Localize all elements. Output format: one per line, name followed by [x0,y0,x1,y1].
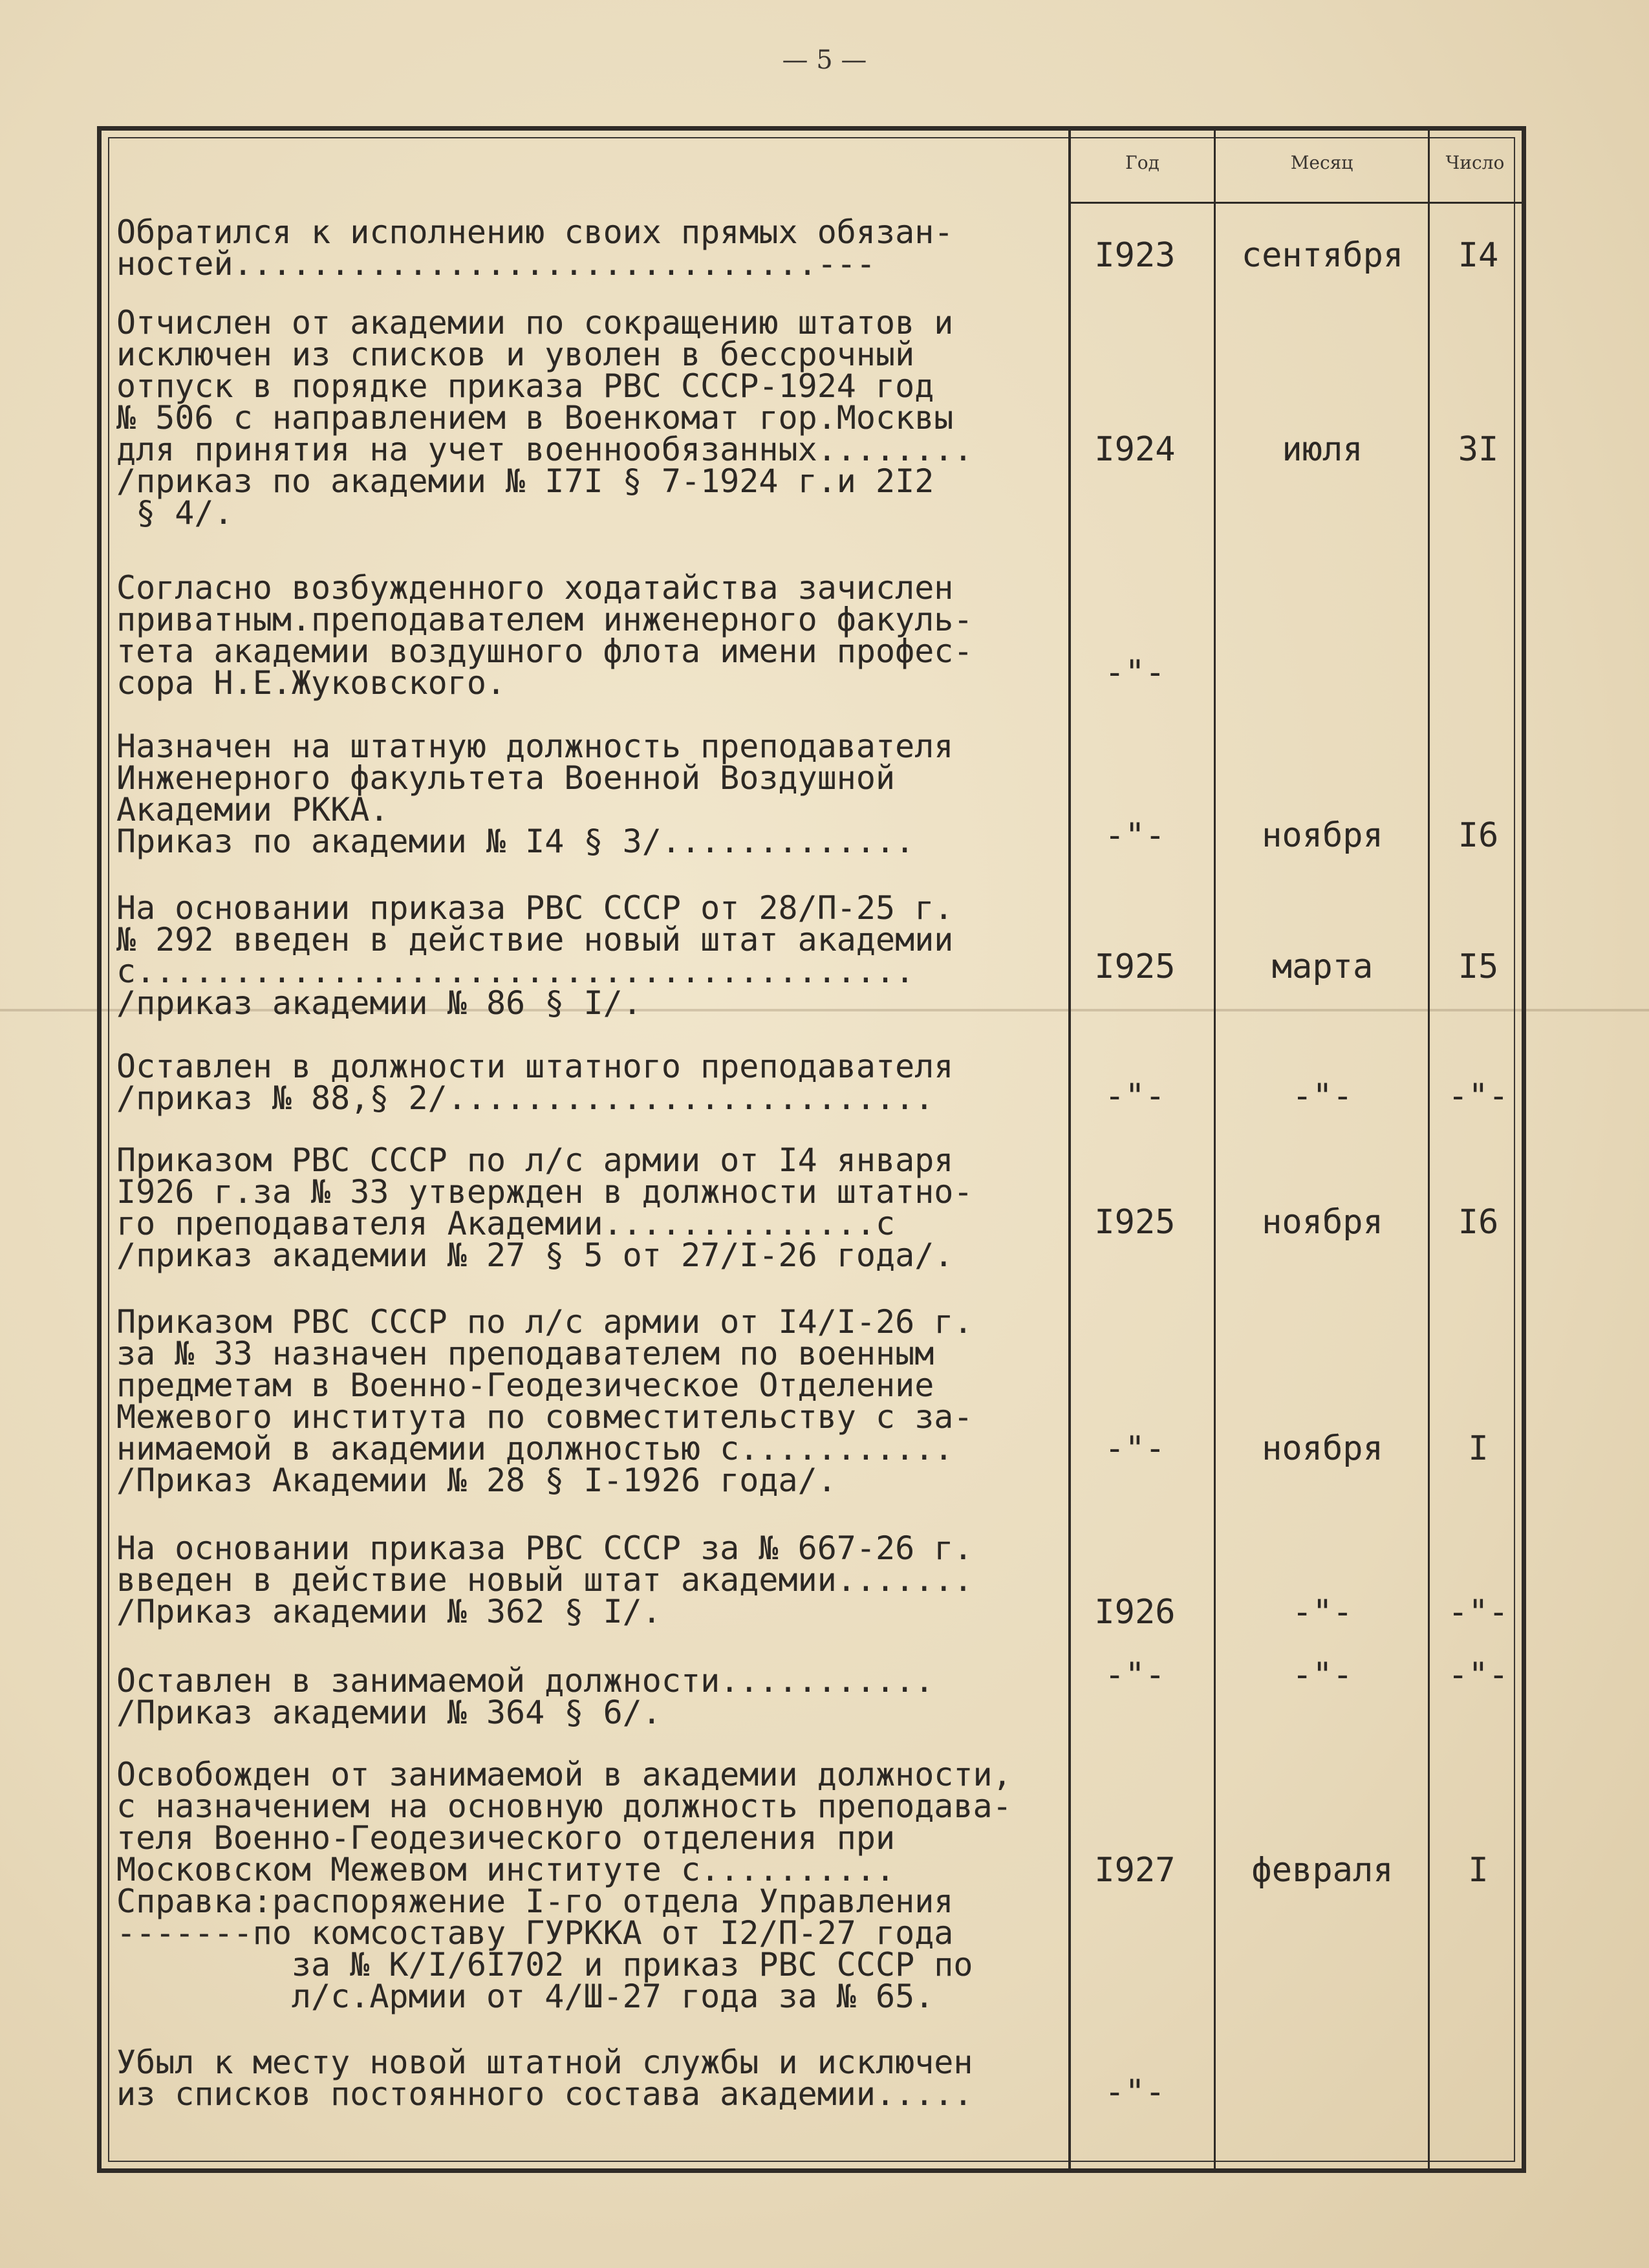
entry-day: -"- [1448,1656,1509,1694]
header-underline [1070,202,1526,204]
entry-day: 3I [1458,430,1499,469]
entry-month: -"- [1292,1077,1353,1116]
entry-year: -"- [1105,816,1165,855]
entry-text: На основании приказа РВС СССР за № 667-26 г. введен в действие новый штат академии....... /Приказ академии № 362 § I/. [116,1529,973,1630]
entry-year: -"- [1105,1429,1165,1468]
entry-text: Приказом РВС СССР по л/с армии от I4 января I926 г.за № 33 утвержден в должности штатно- го преподавателя Академии..............с /приказ академии № 27 § 5 от 27/I-26 года/. [116,1141,973,1274]
entry-text: Приказом РВС СССР по л/с армии от I4/I-26 г. за № 33 назначен преподавателем по военным предметам в Военно-Геодезическое Отделение Межевого института по совместительству с за- нимаемой в академии должностью с........... /Приказ Академии № 28 § I-1926 года/. [116,1303,973,1499]
entry-day: I [1468,1851,1489,1890]
entry-year: -"- [1105,653,1165,692]
entry-month: сентября [1241,236,1404,275]
entry-month: февраля [1251,1851,1394,1890]
entry-text: Согласно возбужденного ходатайства зачислен приватным.преподавателем инженерного факуль- тета академии воздушного флота имени профес- сора Н.Е.Жуковского. [116,569,973,702]
entry-year: I926 [1094,1593,1176,1632]
entry-year: I924 [1094,430,1176,469]
entry-day: I [1468,1429,1489,1468]
entry-day: I4 [1458,236,1499,275]
entry-day: I6 [1458,1203,1499,1242]
entry-year: -"- [1105,1077,1165,1116]
entry-day: -"- [1448,1593,1509,1632]
entry-month: марта [1271,947,1374,986]
entry-text: Назначен на штатную должность преподавателя Инженерного факультета Военной Воздушной Академии РККА. Приказ по академии № I4 § 3/............. [116,728,954,860]
entry-month: -"- [1292,1656,1353,1694]
column-header-year: Год [1125,152,1159,173]
entry-text: Оставлен в должности штатного преподавателя /приказ № 88,§ 2/......................... [116,1048,954,1117]
entry-year: I923 [1094,236,1176,275]
entry-day: I5 [1458,947,1499,986]
entry-month: июля [1282,430,1363,469]
entry-text: Освобожден от занимаемой в академии должности, с назначением на основную должность преподава- теля Военно-Геодезического отделения при Московском Межевом институте с.......... Справка:распоряжение I-го отдела Управления -------по комсоставу ГУРККА от I2/П-27 года за № К/I/6I702 и приказ РВС СССР по л/с.Армии от 4/Ш-27 года за № 65. [116,1756,1012,2015]
entry-text: Отчислен от академии по сокращению штатов и исключен из списков и уволен в бессрочный отпуск в порядке приказа РВС СССР-1924 год № 506 с направлением в Военкомат гор.Москвы для принятия на учет военнообязанных........ /приказ по академии № I7I § 7-1924 г.и 2I2 § 4/. [116,304,973,532]
entry-text: Обратился к исполнению своих прямых обязан- ностей..............................--- [116,213,954,283]
entry-year: -"- [1105,1656,1165,1694]
entry-month: ноября [1262,1203,1383,1242]
entry-text: Оставлен в занимаемой должности........... /Приказ академии № 364 § 6/. [116,1662,934,1731]
entry-year: I925 [1094,1203,1176,1242]
column-header-month: Месяц [1290,152,1353,173]
entry-year: I925 [1094,947,1176,986]
entry-month: -"- [1292,1593,1353,1632]
entry-text: На основании приказа РВС СССР от 28/П-25 г. № 292 введен в действие новый штат академии с........................................ /приказ академии № 86 § I/. [116,889,954,1022]
entry-month: ноября [1262,816,1383,855]
entry-year: -"- [1105,2073,1165,2111]
entry-month: ноября [1262,1429,1383,1468]
entry-text: Убыл к месту новой штатной службы и исключен из списков постоянного состава академии..... [116,2044,973,2113]
page-number: — 5 — [782,45,867,75]
entry-day: -"- [1448,1077,1509,1116]
entry-year: I927 [1094,1851,1176,1890]
entry-day: I6 [1458,816,1499,855]
column-header-day: Число [1445,152,1505,173]
